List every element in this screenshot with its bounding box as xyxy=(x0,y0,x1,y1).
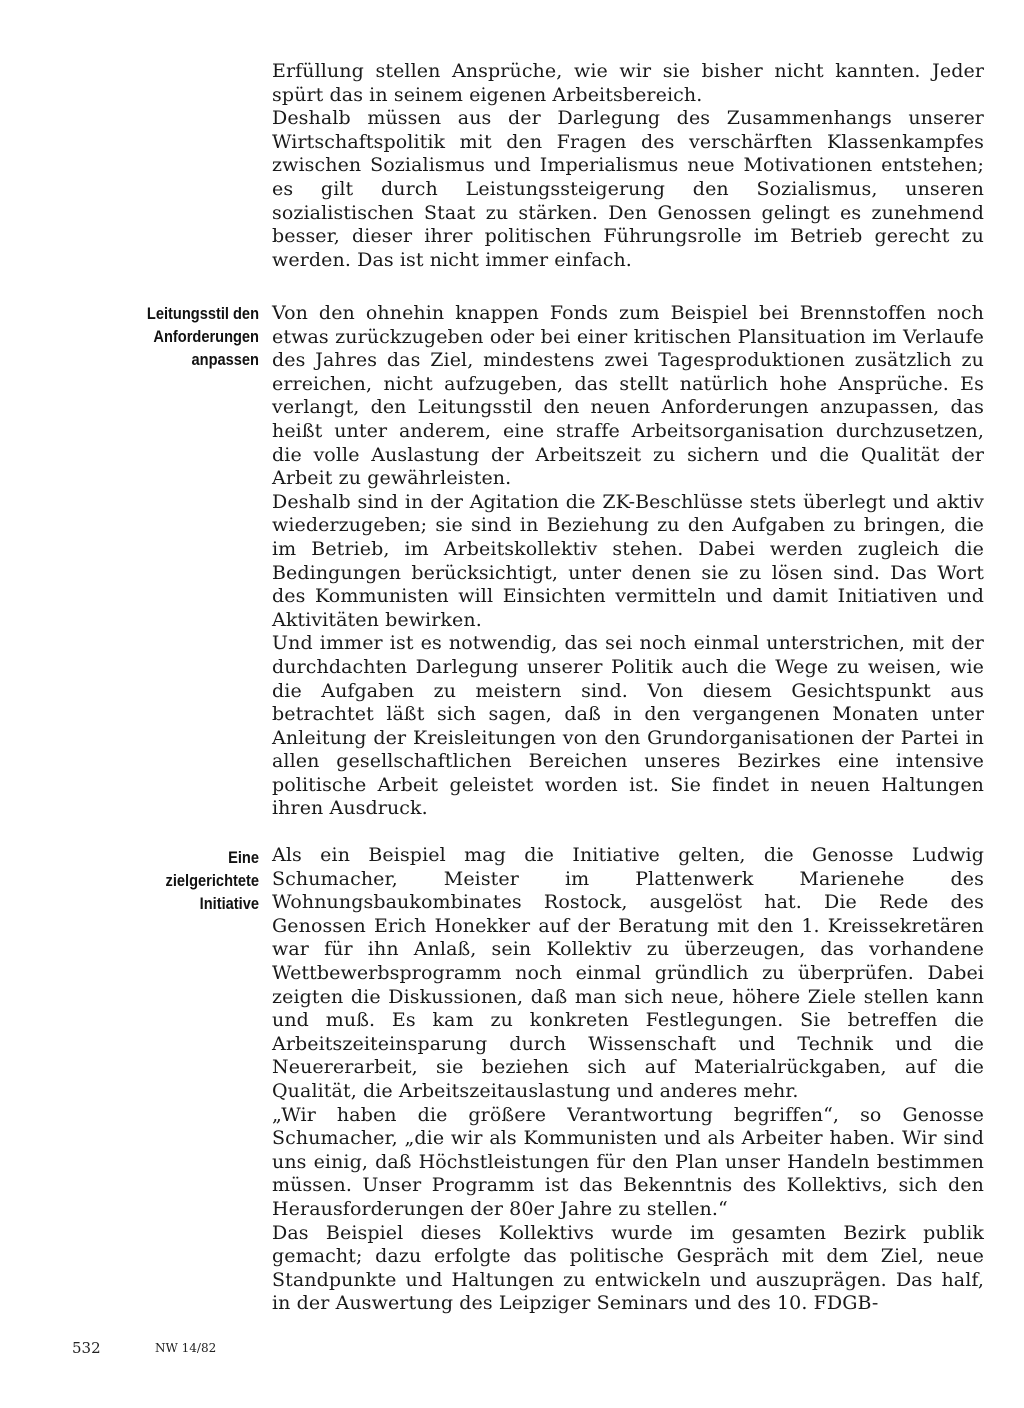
text-block-leitungsstil xyxy=(272,302,984,821)
paragraph: Als ein Beispiel mag die Initiative gelten, die Genosse Ludwig Schumacher, Meister im Plattenwerk Marienehe des Wohnungsbaukombinates Rostock, ausgelöst hat. Die Rede des Genossen Erich Honekker auf der Beratung mit den 1. Kreissekretären war für ihn Anlaß, sein Kollektiv zu überzeugen, das vorhandene Wettbewerbsprogramm noch einmal gründlich zu überprüfen. Dabei zeigten die Diskussionen, daß man sich neue, höhere Ziele stellen kann und muß. Es kam zu konkreten Festlegungen. Sie betreffen die Arbeitszeiteinsparung durch Wissenschaft und Technik und die Neuererarbeit, sie beziehen sich auf Materialrückgaben, auf die Qualität, die Arbeitszeitauslastung und anderes mehr. xyxy=(272,844,984,1102)
marginal-heading-initiative xyxy=(104,846,259,915)
page-number: 532 xyxy=(72,1339,101,1357)
marginal-line: Leitungsstil den xyxy=(146,304,259,323)
paragraph: „Wir haben die größere Verantwortung begriffen“, so Genosse Schumacher, „die wir als Kommunisten und als Arbeiter haben. Wir sind uns einig, daß Höchstleistungen für den Plan unser Handeln bestimmen müssen. Unser Programm ist das Bekenntnis des Kollektivs, sich den Herausforderungen der 80er Jahre zu stellen.“ xyxy=(272,1103,984,1220)
marginal-line: zielgerichtete xyxy=(165,871,259,890)
paragraph: Deshalb müssen aus der Darlegung des Zusammenhangs unserer Wirtschaftspolitik mit den Fragen des verschärften Klassenkampfes zwischen Sozialismus und Imperialismus neue Motivationen entstehen; es gilt durch Leistungssteigerung den Sozialismus, unseren sozialistischen Staat zu stärken. Den Genossen gelingt es zunehmend besser, dieser ihrer politischen Führungsrolle im Betrieb gerecht zu werden. Das ist nicht immer einfach. xyxy=(272,107,984,271)
marginal-line: anpassen xyxy=(191,350,259,369)
paragraph: Erfüllung stellen Ansprüche, wie wir sie bisher nicht kannten. Jeder spürt das in seinem eigenen Arbeitsbereich. xyxy=(272,60,984,106)
paragraph: Von den ohnehin knappen Fonds zum Beispiel bei Brennstoffen noch etwas zurückzugeben oder bei einer kritischen Plansituation im Verlaufe des Jahres das Ziel, mindestens zwei Tagesproduktionen zusätzlich zu erreichen, nicht aufzugeben, das stellt natürlich hohe Ansprüche. Es verlangt, den Leitungsstil den neuen Anforderungen anzupassen, das heißt unter anderem, eine straffe Arbeitsorganisation durchzusetzen, die volle Auslastung der Arbeitszeit zu sichern und die Qualität der Arbeit zu gewährleisten. xyxy=(272,302,984,490)
marginal-heading-leitungsstil xyxy=(104,302,259,371)
text-block-initiative xyxy=(272,844,984,1316)
text-block-intro xyxy=(272,60,984,272)
paragraph: Deshalb sind in der Agitation die ZK-Beschlüsse stets überlegt und aktiv wiederzugeben; sie sind in Beziehung zu den Aufgaben zu bringen, die im Betrieb, im Arbeitskollektiv stehen. Dabei werden zugleich die Bedingungen berücksichtigt, unter denen sie zu lösen sind. Das Wort des Kommunisten will Einsichten vermitteln und damit Initiativen und Aktivitäten bewirken. xyxy=(272,490,984,631)
marginal-line: Anforderungen xyxy=(153,327,259,346)
paragraph: Und immer ist es notwendig, das sei noch einmal unterstrichen, mit der durchdachten Darlegung unserer Politik auch die Wege zu weisen, wie die Aufgaben zu meistern sind. Von diesem Gesichtspunkt aus betrachtet läßt sich sagen, daß in den vergangenen Monaten unter Anleitung der Kreisleitungen von den Grundorganisationen der Partei in allen gesellschaftlichen Bereichen unseres Bezirkes eine intensive politische Arbeit geleistet worden ist. Sie findet in neuen Haltungen ihren Ausdruck. xyxy=(272,632,984,820)
marginal-line: Initiative xyxy=(199,894,259,913)
issue-label: NW 14/82 xyxy=(155,1341,217,1355)
paragraph: Das Beispiel dieses Kollektivs wurde im gesamten Bezirk publik gemacht; dazu erfolgte das politische Gespräch mit dem Ziel, neue Standpunkte und Haltungen zu entwickeln und auszuprägen. Das half, in der Auswertung des Leipziger Seminars und des 10. FDGB- xyxy=(272,1221,984,1315)
marginal-line: Eine xyxy=(228,848,259,867)
